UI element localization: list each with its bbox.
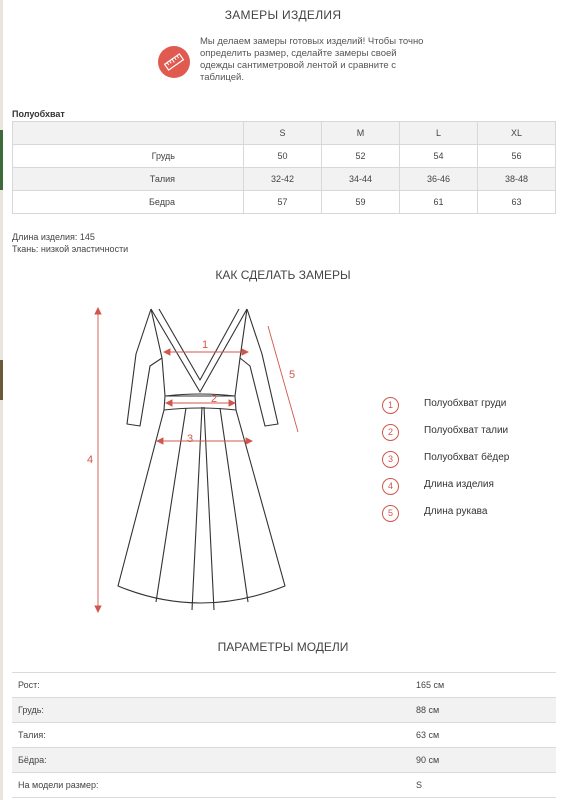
table-row	[12, 698, 556, 723]
table-row	[12, 773, 556, 798]
table-row	[12, 673, 556, 698]
diagram-label-hips: 3	[186, 433, 194, 445]
legend-number-badge: 1	[382, 397, 399, 414]
measurement-lines	[95, 308, 298, 612]
table-row	[13, 145, 556, 168]
table-cell: 54	[400, 145, 478, 168]
size-header: L	[400, 122, 478, 145]
dress-outline	[118, 309, 285, 610]
diagram-label-chest: 1	[201, 339, 209, 351]
table-cell: 52	[322, 145, 400, 168]
intro-line: Мы делаем замеры готовых изделий! Чтобы точно	[200, 36, 424, 47]
page-edge-strip	[0, 0, 3, 800]
model-param-label: Рост:	[12, 673, 410, 698]
table-cell: 63	[478, 191, 556, 214]
size-header: XL	[478, 122, 556, 145]
measuring-tape-icon	[158, 46, 190, 78]
legend-label: Полуобхват бёдер	[424, 452, 510, 463]
model-param-value: S	[410, 773, 556, 798]
legend-number-badge: 5	[382, 505, 399, 522]
table-cell: 34-44	[322, 168, 400, 191]
size-table	[12, 121, 556, 214]
intro-line: одежды сантиметровой лентой и сравните с	[200, 60, 397, 71]
legend-number-badge: 3	[382, 451, 399, 468]
legend-item	[382, 396, 562, 423]
table-row	[13, 168, 556, 191]
diagram-label-length: 4	[86, 454, 94, 466]
table-cell: 61	[400, 191, 478, 214]
fabric-note: Ткань: низкой эластичности	[12, 244, 129, 254]
legend-number-badge: 2	[382, 424, 399, 441]
intro-block	[158, 36, 458, 90]
table-cell: 59	[322, 191, 400, 214]
model-param-value: 63 см	[410, 723, 556, 748]
edge-decoration	[0, 130, 3, 190]
table-corner-cell	[13, 122, 244, 145]
edge-decoration	[0, 360, 3, 400]
diagram-label-waist: 2	[210, 393, 218, 405]
legend-item	[382, 423, 562, 450]
legend-label: Длина изделия	[424, 479, 494, 490]
table-cell: 38-48	[478, 168, 556, 191]
model-param-value: 88 см	[410, 698, 556, 723]
legend-label: Длина рукава	[424, 506, 488, 517]
model-params-title: ПАРАМЕТРЫ МОДЕЛИ	[217, 640, 349, 654]
model-param-label: Талия:	[12, 723, 410, 748]
garment-length-note: Длина изделия: 145	[12, 232, 95, 242]
model-param-label: На модели размер:	[12, 773, 410, 798]
table-cell: 56	[478, 145, 556, 168]
size-header: M	[322, 122, 400, 145]
intro-line: таблицей.	[200, 72, 244, 83]
model-param-value: 90 см	[410, 748, 556, 773]
legend-item	[382, 504, 562, 531]
legend-number-badge: 4	[382, 478, 399, 495]
legend-item	[382, 450, 562, 477]
legend-label: Полуобхват талии	[424, 425, 509, 436]
table-row	[13, 191, 556, 214]
row-label: Грудь	[13, 145, 244, 168]
model-param-label: Грудь:	[12, 698, 410, 723]
table-cell: 36-46	[400, 168, 478, 191]
page-title: ЗАМЕРЫ ИЗДЕЛИЯ	[224, 8, 342, 22]
diagram-label-sleeve: 5	[288, 369, 296, 381]
garment-notes	[12, 231, 128, 255]
row-label: Талия	[13, 168, 244, 191]
row-label: Бедра	[13, 191, 244, 214]
model-param-value: 165 см	[410, 673, 556, 698]
legend-item	[382, 477, 562, 504]
size-header: S	[244, 122, 322, 145]
table-cell: 50	[244, 145, 322, 168]
table-row	[12, 748, 556, 773]
measurement-legend	[382, 396, 562, 531]
size-table-header-row	[13, 122, 556, 145]
table-row	[12, 723, 556, 748]
table-cell: 57	[244, 191, 322, 214]
size-table-caption: Полуобхват	[12, 109, 65, 119]
howto-title: КАК СДЕЛАТЬ ЗАМЕРЫ	[215, 268, 351, 282]
intro-line: определить размер, сделайте замеры своей	[200, 48, 397, 59]
dress-measurement-diagram	[80, 296, 310, 626]
table-cell: 32-42	[244, 168, 322, 191]
model-params-table	[12, 672, 556, 798]
intro-text	[200, 36, 440, 84]
model-param-label: Бёдра:	[12, 748, 410, 773]
legend-label: Полуобхват груди	[424, 398, 507, 409]
